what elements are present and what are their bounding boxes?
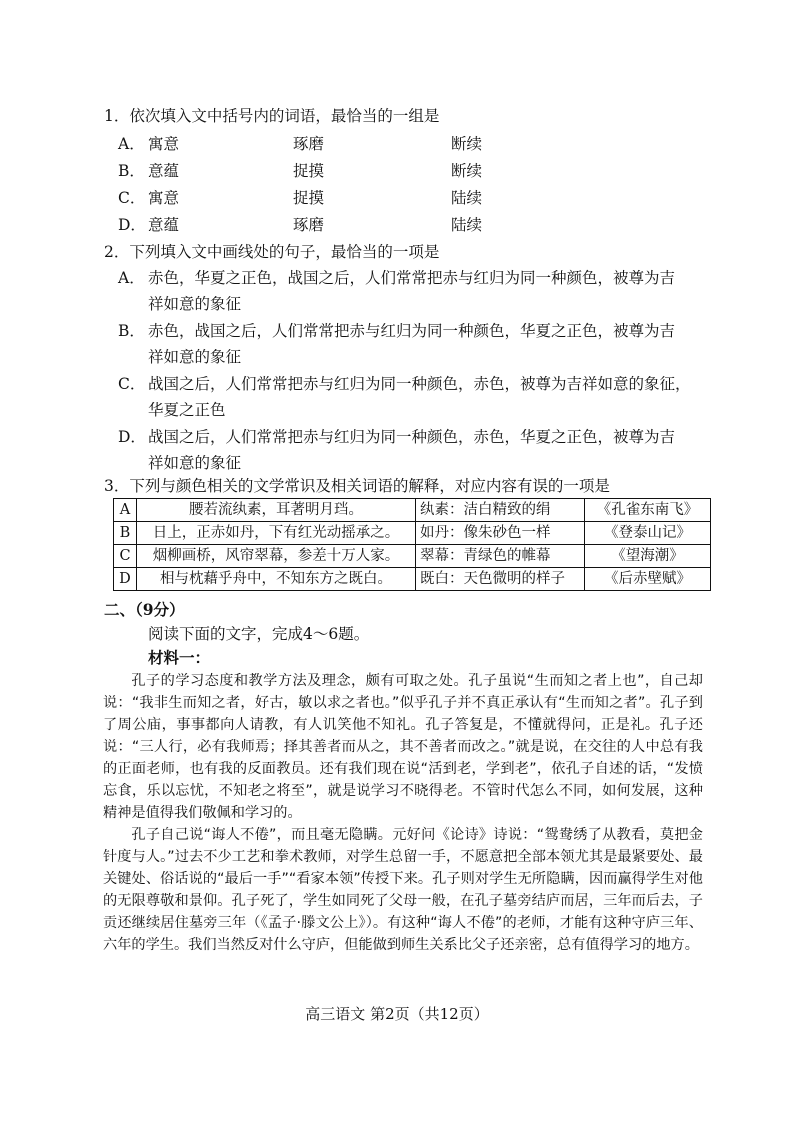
option-key: A． bbox=[118, 269, 145, 287]
row-gloss: 翠幕：青绿色的帷幕 bbox=[416, 545, 585, 568]
row-key: A bbox=[114, 499, 137, 522]
option-line-1: 赤色，华夏之正色，战国之后，人们常常把赤与红归为同一种颜色，被尊为吉 bbox=[148, 269, 676, 287]
section-heading: 二、（9分） bbox=[104, 600, 185, 619]
table-row bbox=[114, 545, 711, 568]
option-word-1: 寓意 bbox=[148, 135, 180, 153]
q3-stem: 3．下列与颜色相关的文学常识及相关词语的解释，对应内容有误的一项是 bbox=[104, 477, 610, 495]
section-instruction: 阅读下面的文字，完成4～6题。 bbox=[148, 625, 370, 643]
table-row bbox=[114, 522, 711, 545]
page-footer: 高三语文 第2页（共12页） bbox=[305, 1005, 489, 1023]
row-gloss: 如丹：像朱砂色一样 bbox=[416, 522, 585, 545]
row-source: 《望海潮》 bbox=[585, 545, 711, 568]
option-word-3: 断续 bbox=[451, 162, 483, 180]
option-word-3: 陆续 bbox=[451, 189, 483, 207]
table-row bbox=[114, 499, 711, 522]
row-gloss: 既白：天色微明的样子 bbox=[416, 568, 585, 591]
row-source: 《后赤壁赋》 bbox=[585, 568, 711, 591]
option-line-1: 战国之后，人们常常把赤与红归为同一种颜色，赤色，被尊为吉祥如意的象征， bbox=[148, 375, 691, 393]
material-paragraph-1: 孔子的学习态度和教学方法及理念，颇有可取之处。孔子虽说“生而知之者上也”，自己却说：“我非生而知之者，好古，敏以求之者也。”似乎孔子并不真正承认有“生而知之者”。孔子到了周公庙，事事都向人请教，有人讥笑他不知礼。孔子答复是，不懂就得问，正是礼。孔子还说：“三人行，必有我师焉；择其善者而从之，其不善者而改之。”就是说，在交往的人中总有我的正面老师，也有我的反面教员。还有我们现在说“活到老，学到老”，依孔子自述的话，“发愤忘食，乐以忘忧，不知老之将至”，就是说学习不晓得老。不管时代怎么不同，如何发展，这种精神是值得我们敬佩和学习的。 bbox=[103, 673, 703, 821]
material-text bbox=[103, 670, 703, 956]
row-source: 《孔雀东南飞》 bbox=[585, 499, 711, 522]
option-key: B． bbox=[118, 162, 145, 180]
q2-stem: 2．下列填入文中画线处的句子，最恰当的一项是 bbox=[104, 243, 440, 261]
row-key: B bbox=[114, 522, 137, 545]
option-line-1: 赤色，战国之后，人们常常把赤与红归为同一种颜色，华夏之正色，被尊为吉 bbox=[148, 322, 676, 340]
option-word-1: 意蕴 bbox=[148, 162, 180, 180]
option-word-2: 琢磨 bbox=[293, 135, 325, 153]
material-label: 材料一： bbox=[148, 648, 211, 667]
option-key: A． bbox=[118, 135, 145, 153]
option-word-1: 意蕴 bbox=[148, 216, 180, 234]
row-source: 《登泰山记》 bbox=[585, 522, 711, 545]
q1-stem: 1．依次填入文中括号内的词语，最恰当的一组是 bbox=[104, 107, 440, 125]
option-word-2: 捉摸 bbox=[293, 189, 325, 207]
option-key: C． bbox=[118, 189, 146, 207]
option-key: D． bbox=[118, 428, 146, 446]
option-word-3: 断续 bbox=[451, 135, 483, 153]
row-quote: 烟柳画桥，风帘翠幕，参差十万人家。 bbox=[137, 545, 416, 568]
option-word-1: 寓意 bbox=[148, 189, 180, 207]
option-line-2: 祥如意的象征 bbox=[148, 348, 242, 366]
option-word-2: 捉摸 bbox=[293, 162, 325, 180]
material-paragraph-2: 孔子自己说“诲人不倦”，而且毫无隐瞒。元好问《论诗》诗说：“鸳鸯绣了从教看，莫把金针度与人。”过去不少工艺和拳术教师，对学生总留一手，不愿意把全部本领尤其是最紧要处、最关键处、俗话说的“最后一手”“看家本领”传授下来。孔子则对学生无所隐瞒，因而赢得学生对他的无限尊敬和景仰。孔子死了，学生如同死了父母一般，在孔子墓旁结庐而居，三年而后去，子贡还继续居住墓旁三年（《孟子·滕文公上》）。有这种“诲人不倦”的老师，才能有这种守庐三年、六年的学生。我们当然反对什么守庐，但能做到师生关系比父子还亲密，总有值得学习的地方。 bbox=[103, 827, 703, 953]
option-line-2: 华夏之正色 bbox=[148, 401, 226, 419]
row-key: C bbox=[114, 545, 137, 568]
q3-table bbox=[113, 498, 711, 591]
table-row bbox=[114, 568, 711, 591]
option-key: C． bbox=[118, 375, 146, 393]
row-quote: 腰若流纨素，耳著明月珰。 bbox=[137, 499, 416, 522]
option-line-1: 战国之后，人们常常把赤与红归为同一种颜色，赤色，华夏之正色，被尊为吉 bbox=[148, 428, 676, 446]
option-line-2: 祥如意的象征 bbox=[148, 454, 242, 472]
option-word-2: 琢磨 bbox=[293, 216, 325, 234]
row-gloss: 纨素：洁白精致的绢 bbox=[416, 499, 585, 522]
option-line-2: 祥如意的象征 bbox=[148, 295, 242, 313]
option-key: D． bbox=[118, 216, 146, 234]
row-quote: 相与枕藉乎舟中，不知东方之既白。 bbox=[137, 568, 416, 591]
option-word-3: 陆续 bbox=[451, 216, 483, 234]
row-key: D bbox=[114, 568, 137, 591]
row-quote: 日上，正赤如丹，下有红光动摇承之。 bbox=[137, 522, 416, 545]
option-key: B． bbox=[118, 322, 145, 340]
